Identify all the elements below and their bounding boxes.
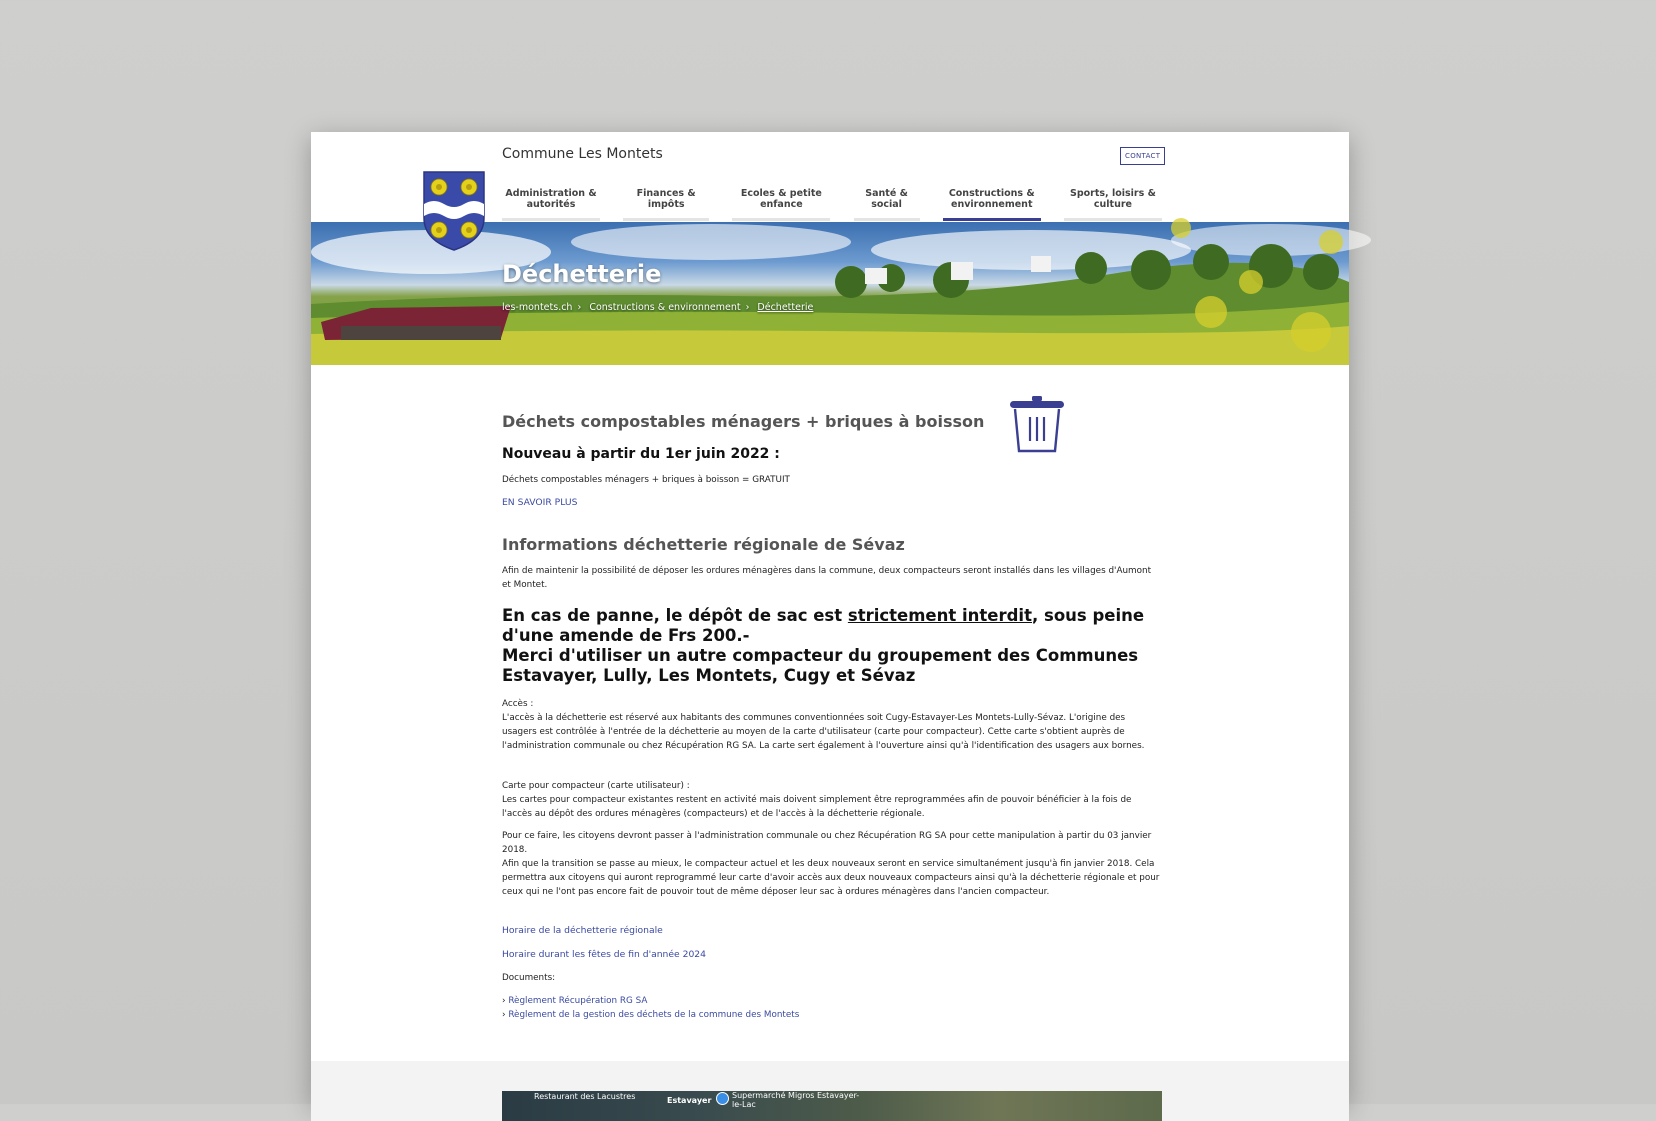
en-savoir-plus-link[interactable]: EN SAVOIR PLUS [502, 497, 578, 508]
list-item[interactable] [502, 1008, 1162, 1022]
breadcrumb-constructions[interactable]: Constructions & environnement [589, 302, 741, 313]
page-card [311, 132, 1349, 1109]
chevron-right-icon: › [502, 1010, 509, 1020]
acces-block [502, 697, 1162, 753]
warning-part: En cas de panne, le dépôt de sac est [502, 606, 848, 625]
nav-item-finances[interactable]: Finances & impôts [623, 188, 709, 222]
carte-block [502, 779, 1162, 821]
list-item[interactable] [502, 994, 1162, 1008]
map-embed[interactable] [502, 1091, 1162, 1121]
site-name[interactable]: Commune Les Montets [502, 146, 663, 162]
contact-button[interactable]: CONTACT [1120, 147, 1165, 165]
carte-title: Carte pour compacteur (carte utilisateur) : [502, 781, 690, 791]
nav-item-sante[interactable]: Santé & social [854, 188, 920, 222]
acces-title: Accès : [502, 699, 534, 709]
warning-text [502, 606, 1162, 686]
chevron-right-icon: › [745, 302, 750, 313]
horaire-fetes-link[interactable]: Horaire durant les fêtes de fin d'année 2024 [502, 949, 706, 960]
compost-text: Déchets compostables ménagers + briques à boisson = GRATUIT [502, 475, 790, 485]
commune-crest-logo[interactable] [422, 170, 486, 252]
subheading-nouveau: Nouveau à partir du 1er juin 2022 : [502, 446, 780, 462]
map-label: Supermarché Migros Estavayer-le-Lac [732, 1091, 860, 1109]
chevron-right-icon: › [577, 302, 582, 313]
trash-bin-icon [1010, 395, 1064, 453]
nav-item-administration[interactable]: Administration & autorités [502, 188, 600, 222]
breadcrumb-home[interactable]: les-montets.ch [502, 302, 573, 313]
page-title: Déchetterie [502, 260, 662, 288]
documents-title: Documents: [502, 973, 556, 983]
chevron-right-icon: › [502, 996, 509, 1006]
breadcrumb-current[interactable]: Déchetterie [757, 302, 814, 313]
afin-text: Afin que la transition se passe au mieux, le compacteur actuel et les deux nouveaux seront en service simultanément jusqu'à fin janvier 2018. Cela permettra aux citoyens qui auront reprogrammé leur carte d'avoir accès aux deux nouveaux compacteurs ainsi qu'à la déchetterie régionale et pour ceux qui ne l'ont pas encore fait de pouvoir tout de même déposer leur sac à ordures ménagères dans l'ancien compacteur. [502, 859, 1160, 897]
intro-text: Afin de maintenir la possibilité de déposer les ordures ménagères dans la commune, deux compacteurs seront installés dans les villages d'Aumont et Montet. [502, 566, 1152, 590]
warning-line2: Merci d'utiliser un autre compacteur du groupement des Communes Estavayer, Lully, Les Montets, Cugy et Sévaz [502, 646, 1139, 685]
warning-emphasis: strictement interdit [847, 606, 1032, 625]
pour-text: Pour ce faire, les citoyens devront passer à l'administration communale ou chez Récupération RG SA pour cette manipulation à partir du 03 janvier 2018. [502, 831, 1152, 855]
documents-list [502, 994, 1162, 1022]
nav-item-sports[interactable]: Sports, loisirs & culture [1064, 188, 1162, 222]
map-label: Estavayer [667, 1096, 712, 1105]
warning-part: , sous peine d'une amende de Frs 200.- [502, 606, 1145, 645]
map-pin-icon [716, 1092, 729, 1105]
nav-item-constructions[interactable]: Constructions & environnement [943, 188, 1041, 222]
main-nav [502, 188, 1162, 222]
breadcrumb [502, 302, 817, 313]
doc-link-reglement-dechets[interactable]: Règlement de la gestion des déchets de la commune des Montets [508, 1010, 800, 1020]
nav-item-ecoles[interactable]: Ecoles & petite enfance [732, 188, 830, 222]
horaire-dechetterie-link[interactable]: Horaire de la déchetterie régionale [502, 925, 663, 936]
map-label: Restaurant des Lacustres [534, 1092, 636, 1101]
section-heading-sevaz: Informations déchetterie régionale de Sévaz [502, 535, 905, 554]
doc-link-recuperation[interactable]: Règlement Récupération RG SA [508, 996, 648, 1006]
carte-text: Les cartes pour compacteur existantes restent en activité mais doivent simplement être reprogrammées afin de pouvoir bénéficier à la fois de l'accès au dépôt des ordures ménagères (compacteurs) et de l'accès à la déchetterie régionale. [502, 795, 1132, 819]
transition-block [502, 829, 1162, 899]
section-heading-compost: Déchets compostables ménagers + briques à boisson [502, 412, 985, 431]
acces-text: L'accès à la déchetterie est réservé aux habitants des communes conventionnées soit Cugy-Estavayer-Les Montets-Lully-Sévaz. L'origine des usagers est contrôlée à l'entrée de la déchetterie au moyen de la carte d'utilisateur (carte pour compacteur). Cette carte s'obtient auprès de l'administration communale ou chez Récupération RG SA. La carte sert également à l'ouverture ainsi qu'à l'identification des usagers aux bornes. [502, 713, 1145, 751]
